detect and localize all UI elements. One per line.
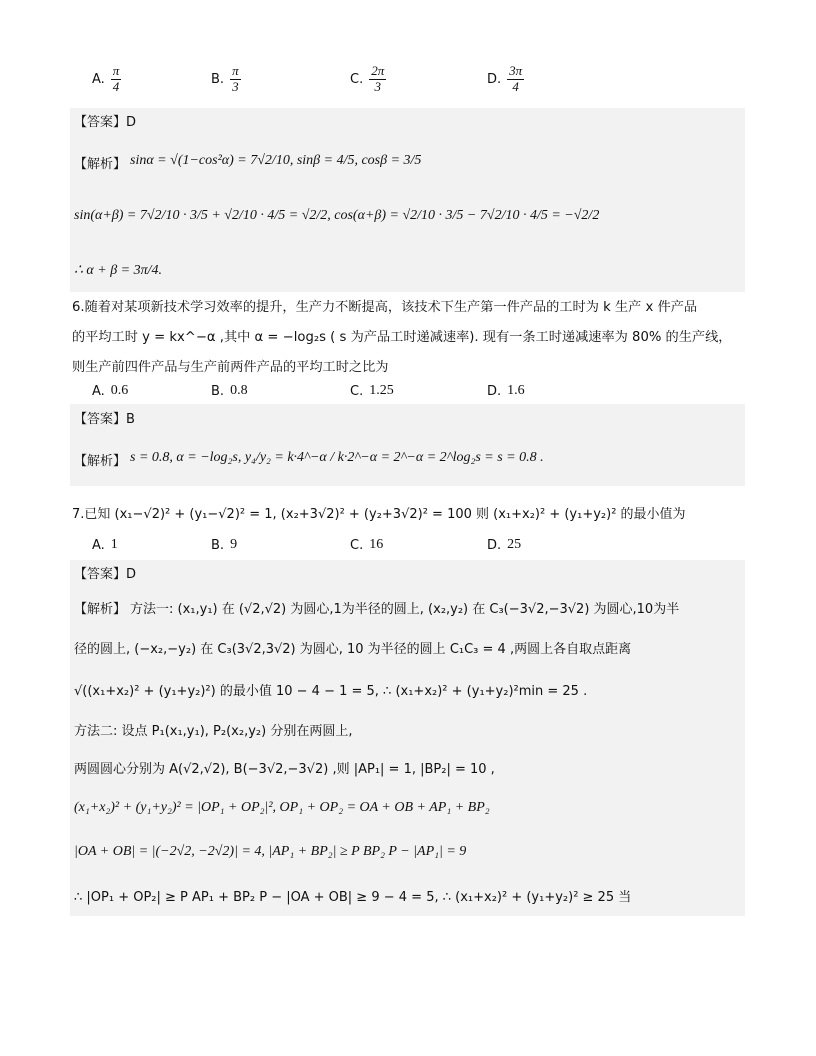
q6-answer: 【答案】B (74, 412, 135, 427)
option-letter: B. (211, 537, 225, 553)
option-value: 16 (369, 537, 384, 552)
q7-method2-line1: 方法二: 设点 P₁(x₁,y₁), P₂(x₂,y₂) 分别在两圆上, (74, 724, 353, 739)
q5-analysis-line1: sinα = √(1−cos²α) = 7√2/10, sinβ = 4/5, cosβ = 3/5 (130, 153, 422, 168)
option-value: 0.8 (230, 383, 248, 398)
q6-option-a[interactable] (92, 383, 128, 399)
option-fraction: $\frac{\pi}{3}$ (232, 63, 239, 94)
q7-option-d[interactable] (487, 537, 521, 553)
q6-question-line2: 的平均工时 y = kx^−α ,其中 α = −log₂s ( s 为产品工时递减速率). 现有一条工时递减速率为 80% 的生产线， (72, 330, 732, 345)
q7-method2-line4: |OA + OB| = |(−2√2, −2√2)| = 4, |AP₁ + BP₂| ≥ P BP₂ P − |AP₁| = 9 (74, 844, 467, 859)
option-value: 1.6 (507, 383, 525, 398)
q7-answer: 【答案】D (74, 567, 137, 582)
q7-method1-line1: 方法一: (x₁,y₁) 在 (√2,√2) 为圆心,1为半径的圆上, (x₂,y₂) 在 C₃(−3√2,−3√2) 为圆心,10为半 (130, 602, 680, 617)
q5-analysis-line3: ∴ α + β = 3π/4. (74, 263, 163, 278)
option-letter: D. (487, 537, 502, 553)
q6-option-c[interactable] (350, 383, 394, 399)
option-fraction: $\frac{2\pi}{3}$ (371, 63, 385, 94)
option-value: 25 (507, 537, 522, 552)
option-letter: C. (350, 537, 364, 553)
q7-method2-line5: ∴ |OP₁ + OP₂| ≥ P AP₁ + BP₂ P − |OA + OB| ≥ 9 − 4 = 5, ∴ (x₁+x₂)² + (y₁+y₂)² ≥ 25 当 (74, 890, 632, 905)
q5-option-c[interactable] (350, 64, 386, 95)
q5-analysis-line2: sin(α+β) = 7√2/10 · 3/5 + √2/10 · 4/5 = √2/2, cos(α+β) = √2/10 · 3/5 − 7√2/10 · 4/5 = −√2/2 (74, 208, 600, 223)
q7-method1-line3: √((x₁+x₂)² + (y₁+y₂)²) 的最小值 10 − 4 − 1 = 5, ∴ (x₁+x₂)² + (y₁+y₂)²min = 25 . (74, 684, 588, 699)
option-letter: A. (92, 537, 105, 553)
option-value: 9 (230, 537, 238, 552)
q6-analysis-label: 【解析】 (74, 454, 127, 469)
option-fraction: $\frac{\pi}{4}$ (112, 63, 120, 94)
option-letter: C. (350, 383, 364, 399)
q7-option-b[interactable] (211, 537, 237, 553)
q7-analysis-label: 【解析】 (74, 602, 127, 617)
q6-answer-block (70, 404, 745, 486)
option-letter: B. (211, 71, 225, 87)
option-value: 1.25 (369, 383, 394, 398)
q5-answer-block (70, 108, 745, 292)
option-letter: A. (92, 383, 105, 399)
q7-method1-line2: 径的圆上, (−x₂,−y₂) 在 C₃(3√2,3√2) 为圆心, 10 为半径的圆上 C₁C₃ = 4 ,两圆上各自取点距离 (74, 642, 632, 657)
option-letter: B. (211, 383, 225, 399)
option-letter: A. (92, 71, 105, 87)
q5-answer: 【答案】D (74, 115, 137, 130)
q6-question-line1: 6.随着对某项新技术学习效率的提升，生产力不断提高，该技术下生产第一件产品的工时为 k 生产 x 件产品 (72, 300, 698, 315)
q5-option-a[interactable] (92, 64, 121, 95)
q6-question-line3: 则生产前四件产品与生产前两件产品的平均工时之比为 (72, 360, 389, 375)
q6-analysis: s = 0.8, α = −log₂s, y₄/y₂ = k·4^−α / k·2^−α = 2^−α = 2^log₂s = s = 0.8 . (130, 450, 544, 465)
option-letter: D. (487, 383, 502, 399)
q5-option-d[interactable] (487, 64, 524, 95)
q6-option-b[interactable] (211, 383, 248, 399)
option-value: 0.6 (110, 383, 129, 398)
option-letter: D. (487, 71, 502, 87)
q5-analysis-label: 【解析】 (74, 157, 127, 172)
option-fraction: $\frac{3\pi}{4}$ (509, 63, 523, 94)
option-letter: C. (350, 71, 364, 87)
q7-option-c[interactable] (350, 537, 383, 553)
q6-option-d[interactable] (487, 383, 525, 399)
q5-option-b[interactable] (211, 64, 241, 95)
q7-question: 7.已知 (x₁−√2)² + (y₁−√2)² = 1, (x₂+3√2)² + (y₂+3√2)² = 100 则 (x₁+x₂)² + (y₁+y₂)² 的最小值为 (72, 507, 686, 522)
q7-method2-line2: 两圆圆心分别为 A(√2,√2), B(−3√2,−3√2) ,则 |AP₁| = 1, |BP₂| = 10 , (74, 762, 495, 777)
option-value: 1 (110, 537, 118, 552)
q7-option-a[interactable] (92, 537, 118, 553)
q7-method2-line3: (x₁+x₂)² + (y₁+y₂)² = |OP₁ + OP₂|², OP₁ + OP₂ = OA + OB + AP₁ + BP₂ (74, 800, 490, 815)
